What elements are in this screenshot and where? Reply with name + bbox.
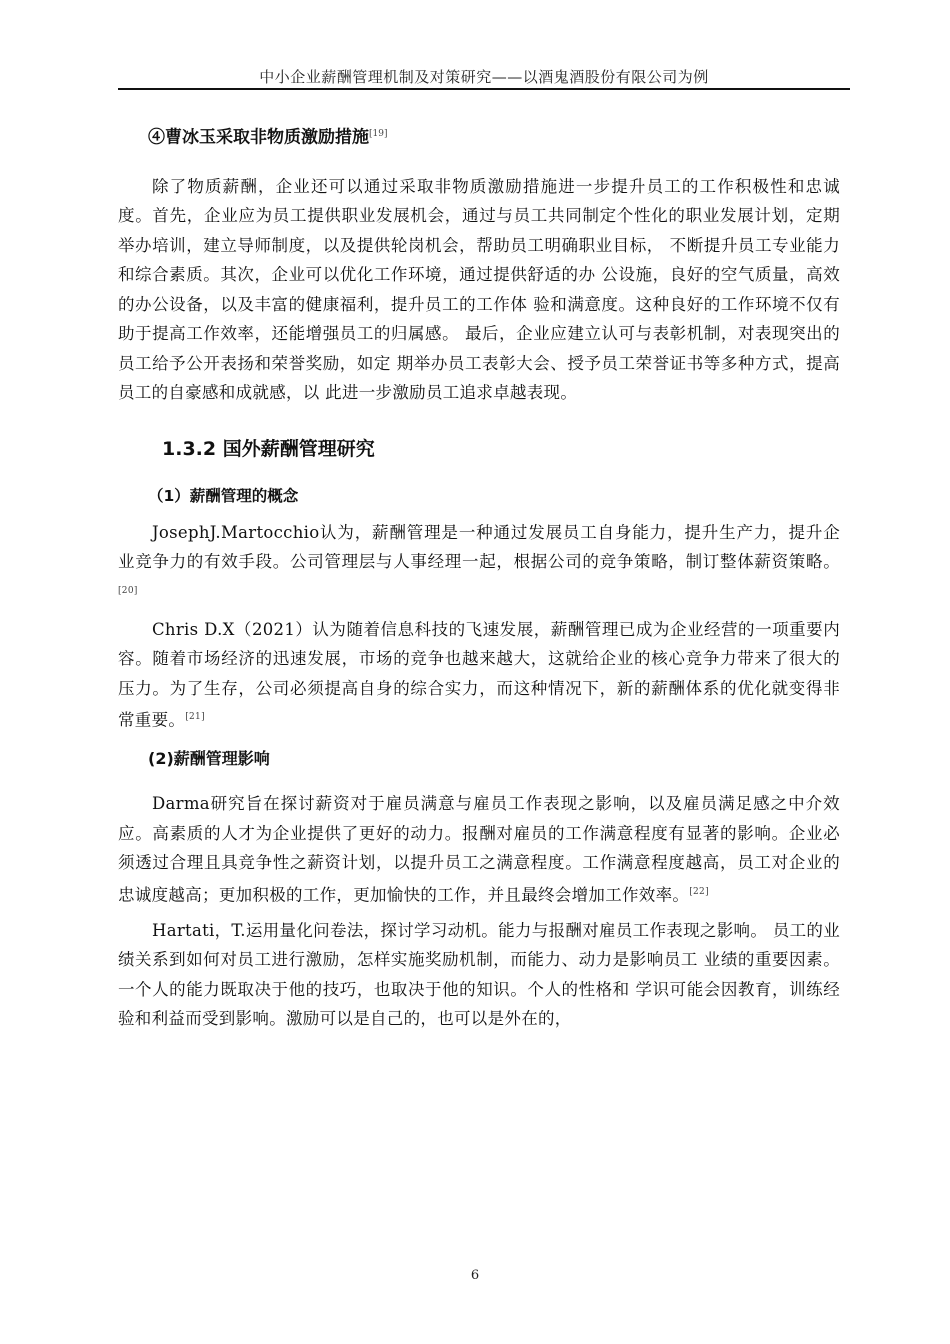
citation-22: [22]: [689, 886, 709, 897]
header-rule: [118, 88, 850, 90]
subsection-title-concept: （1）薪酬管理的概念: [148, 486, 299, 505]
paragraph-chris: [118, 615, 840, 736]
paragraph-text: JosephJ.Martocchio认为，薪酬管理是一种通过发展员工自身能力，提升生产力，提升企业竞争力的有效手段。公司管理层与人事经理一起，根据公司的竞争策略，制订整体薪资策略。: [118, 522, 840, 572]
citation-20: [20]: [118, 585, 138, 596]
citation-19: [19]: [369, 129, 388, 139]
paragraph-text: Darma研究旨在探讨薪资对于雇员满意与雇员工作表现之影响，以及雇员满足感之中介效应。高素质的人才为企业提供了更好的动力。报酬对雇员的工作满意程度有显著的影响。企业必须透过合理且具竞争性之薪资计划，以提升员工之满意程度。工作满意程度越高，员工对企业的忠诚度越高；更加积极的工作，更加愉快的工作，并且最终会增加工作效率。: [118, 794, 840, 905]
heading-text: ④曹冰玉采取非物质激励措施: [148, 127, 369, 148]
page-number: 6: [470, 1268, 480, 1283]
heading-non-material-incentives: [148, 120, 840, 152]
section-title-1-3-2: 1.3.2 国外薪酬管理研究: [162, 437, 375, 460]
paragraph-hartati: Hartati，T.运用量化问卷法，探讨学习动机。能力与报酬对雇员工作表现之影响。 员工的业绩关系到如何对员工进行激励，怎样实施奖励机制，而能力、动力是影响员工 业绩的重要因素。一个人的能力既取决于他的技巧，也取决于他的知识。个人的性格和 学识可能会因教育，训练经验和利益而受到影响。激励可以是自己的，也可以是外在的，: [118, 920, 840, 1029]
paragraph-darma: [118, 789, 840, 910]
subsection-title-influence: (2)薪酬管理影响: [148, 749, 270, 769]
running-header: 中小企业薪酬管理机制及对策研究——以酒鬼酒股份有限公司为例: [259, 68, 709, 86]
paragraph-martocchio: [118, 518, 840, 609]
paragraph-text: Chris D.X（2021）认为随着信息科技的飞速发展，薪酬管理已成为企业经营的一项重要内容。随着市场经济的迅速发展，市场的竞争也越来越大，这就给企业的核心竞争力带来了很大的压力。为了生存，公司必须提高自身的综合实力，而这种情况下，新的薪酬体系的优化就变得非常重要。: [118, 619, 840, 730]
page-body: [118, 112, 840, 1034]
paragraph-non-material: 除了物质薪酬，企业还可以通过采取非物质激励措施进一步提升员工的工作积极性和忠诚度。首先，企业应为员工提供职业发展机会，通过与员工共同制定个性化的职业发展计划，定期举办培训，建立导师制度，以及提供轮岗机会，帮助员工明确职业目标， 不断提升员工专业能力和综合素质。其次，企业可以优化工作环境，通过提供舒适的办 公设施，良好的空气质量，高效的办公设备，以及丰富的健康福利，提升员工的工作体 验和满意度。这种良好的工作环境不仅有助于提高工作效率，还能增强员工的归属感。 最后，企业应建立认可与表彰机制，对表现突出的员工给予公开表扬和荣誉奖励，如定 期举办员工表彰大会、授予员工荣誉证书等多种方式，提高员工的自豪感和成就感，以 此进一步激励员工追求卓越表现。: [118, 176, 840, 403]
citation-21: [21]: [185, 712, 205, 723]
